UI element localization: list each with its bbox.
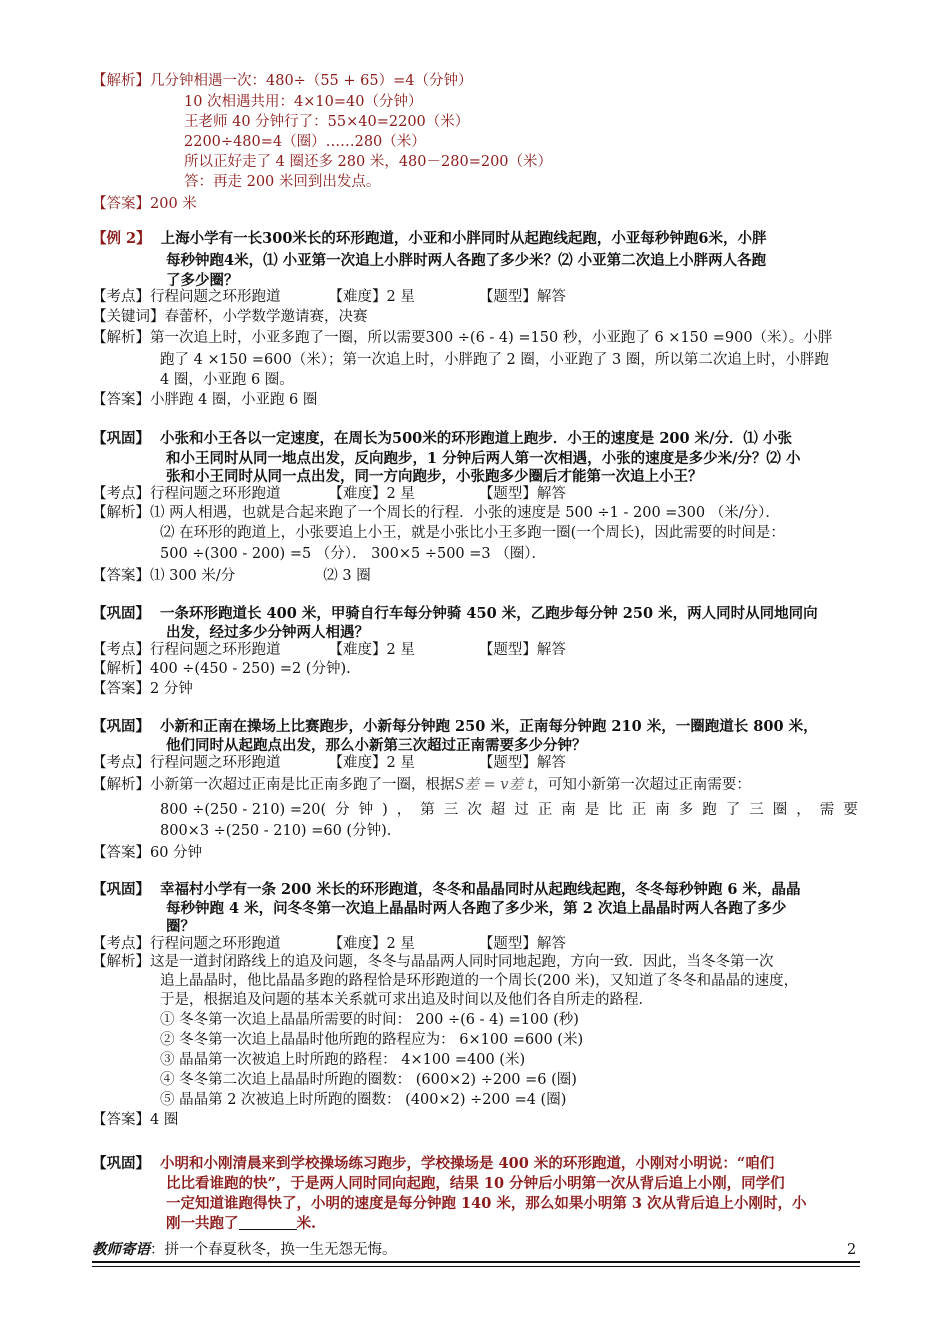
analysis-line: 2200÷480=4（圈）……280（米） [184,134,426,150]
speed-difference-formula: S差 = v差 t [454,777,534,793]
footer-motto: 教师寄语：拼一个春夏秋冬，换一生无怨无悔。 [92,1241,397,1258]
analysis-line: 追上晶晶时，他比晶晶多跑的路程恰是环形跑道的一个周长(200 米)，又知道了冬冬和晶晶的速度， [160,973,799,989]
analysis-line: 【解析】第一次追上时，小亚多跑了一圈，所以需要300 ÷(6 - 4) =150 秒，小亚跑了 6 ×150 =900（米）。小胖 [92,330,833,346]
analysis-line: 800 ÷(250 - 210) =20(分钟)，第三次超过正南是比正南多跑了三圈，需要 [160,802,867,818]
meta-line: 【考点】行程问题之环形跑道 【难度】2 星 【题型】解答 [92,936,566,952]
exercise-question: 和小王同时从同一地点出发，反向跑步，1 分钟后两人第一次相遇，小张的速度是多少米/分？⑵ 小 [166,450,801,467]
meta-line: 【考点】行程问题之环形跑道 【难度】2 星 【题型】解答 [92,642,566,658]
meta-line: 【考点】行程问题之环形跑道 【难度】2 星 【题型】解答 [92,755,566,771]
analysis-line: 王老师 40 分钟行了：55×40=2200（米） [184,114,470,130]
keywords-line: 【关键词】春蕾杯，小学数学邀请赛，决赛 [92,309,368,325]
solution-step: ⑤ 晶晶第 2 次被追上时所跑的圈数： (400×2) ÷200 =4 (圈) [160,1092,567,1108]
analysis-line: ⑵ 在环形的跑道上，小张要追上小王，就是小张比小王多跑一圈(一个周长)，因此需要的时间是： [160,525,785,541]
exercise-question: 【巩固】 幸福村小学有一条 200 米长的环形跑道，冬冬和晶晶同时从起跑线起跑，冬冬每秒钟跑 6 米，晶晶 [92,881,801,898]
page-number: 2 [847,1242,857,1258]
answer-line: 【答案】200 米 [92,196,197,212]
exercise-question: 【巩固】 小张和小王各以一定速度，在周长为500米的环形跑道上跑步．小王的速度是 200 米/分．⑴ 小张 [92,430,792,447]
example-question: 了多少圈？ [166,272,239,289]
exercise-question: 比比看谁跑的快”，于是两人同时同向起跑，结果 10 分钟后小明第一次从背后追上小刚，同学们 [166,1175,785,1192]
analysis-line: 【解析】几分钟相遇一次：480÷（55 + 65）=4（分钟） [92,73,473,89]
analysis-line: 【解析】⑴ 两人相遇，也就是合起来跑了一个周长的行程．小张的速度是 500 ÷1 - 200 =300 （米/分）． [92,505,780,521]
solution-step: ④ 冬冬第二次追上晶晶时所跑的圈数： (600×2) ÷200 =6 (圈) [160,1072,577,1088]
solution-step: ① 冬冬第一次追上晶晶所需要的时间： 200 ÷(6 - 4) =100 (秒) [160,1012,579,1028]
exercise-question: 每秒钟跑 4 米，问冬冬第一次追上晶晶时两人各跑了多少米，第 2 次追上晶晶时两人各跑了多少 [166,900,787,917]
answer-blank [239,1215,297,1230]
exercise-question: 出发，经过多少分钟两人相遇？ [166,624,369,641]
analysis-line: 【解析】这是一道封闭路线上的追及问题，冬冬与晶晶两人同时同地起跑，方向一致．因此，当冬冬第一次 [92,954,774,970]
analysis-line: 【解析】小新第一次超过正南是比正南多跑了一圈，根据S差 = v差 t，可知小新第一次超过正南需要： [92,777,751,793]
answer-line: 【答案】⑴ 300 米/分 ⑵ 3 圈 [92,568,371,584]
answer-line: 【答案】小胖跑 4 圈，小亚跑 6 圈 [92,392,318,408]
analysis-line: 跑了 4 ×150 =600（米）；第一次追上时，小胖跑了 2 圈，小亚跑了 3 圈，所以第二次追上时，小胖跑 [160,352,829,368]
example-question: 【例 2】 上海小学有一长300米长的环形跑道，小亚和小胖同时从起跑线起跑，小亚每秒钟跑6米，小胖 [92,230,767,247]
meta-line: 【考点】行程问题之环形跑道 【难度】2 星 【题型】解答 [92,289,566,305]
answer-line: 【答案】2 分钟 [92,681,193,697]
exercise-question: 张和小王同时从同一点出发，同一方向跑步，小张跑多少圈后才能第一次追上小王？ [166,468,703,485]
exercise-question: 他们同时从起跑点出发，那么小新第三次超过正南需要多少分钟？ [166,737,587,754]
exercise-question: 一定知道谁跑得快了，小明的速度是每分钟跑 140 米，那么如果小明第 3 次从背后追上小刚时，小 [166,1195,807,1212]
footer-divider [92,1261,860,1263]
exercise-question: 【巩固】 小明和小刚清晨来到学校操场练习跑步，学校操场是 400 米的环形跑道，小刚对小明说：“咱们 [92,1155,775,1172]
analysis-line: 于是，根据追及问题的基本关系就可求出追及时间以及他们各自所走的路程． [160,992,653,1008]
answer-line: 【答案】4 圈 [92,1112,179,1128]
analysis-line: 500 ÷(300 - 200) =5 （分）． 300×5 ÷500 =3 （圈）． [160,546,546,562]
analysis-line: 答：再走 200 米回到出发点。 [184,174,381,190]
answer-line: 【答案】60 分钟 [92,845,203,861]
exercise-question: 【巩固】 一条环形跑道长 400 米，甲骑自行车每分钟骑 450 米，乙跑步每分钟 250 米，两人同时从同地同向 [92,605,818,622]
analysis-line: 4 圈，小亚跑 6 圈。 [160,372,294,388]
exercise-question: 刚一共跑了 米. [166,1215,317,1232]
exercise-question: 【巩固】 小新和正南在操场上比赛跑步，小新每分钟跑 250 米，正南每分钟跑 210 米，一圈跑道长 800 米， [92,718,818,735]
footer-divider [92,1266,860,1267]
analysis-line: 【解析】400 ÷(450 - 250) =2 (分钟). [92,661,351,677]
meta-line: 【考点】行程问题之环形跑道 【难度】2 星 【题型】解答 [92,486,566,502]
solution-step: ② 冬冬第一次追上晶晶时他所跑的路程应为： 6×100 =600 (米) [160,1032,584,1048]
analysis-line: 所以正好走了 4 圈还多 280 米，480－280=200（米） [184,154,553,170]
solution-step: ③ 晶晶第一次被追上时所跑的路程： 4×100 =400 (米) [160,1052,526,1068]
analysis-line: 10 次相遇共用：4×10=40（分钟） [184,94,423,110]
analysis-line: 800×3 ÷(250 - 210) =60 (分钟). [160,823,392,839]
exercise-question: 圈？ [166,918,195,935]
example-question: 每秒钟跑4米，⑴ 小亚第一次追上小胖时两人各跑了多少米？⑵ 小亚第二次追上小胖两人各跑 [166,252,767,269]
